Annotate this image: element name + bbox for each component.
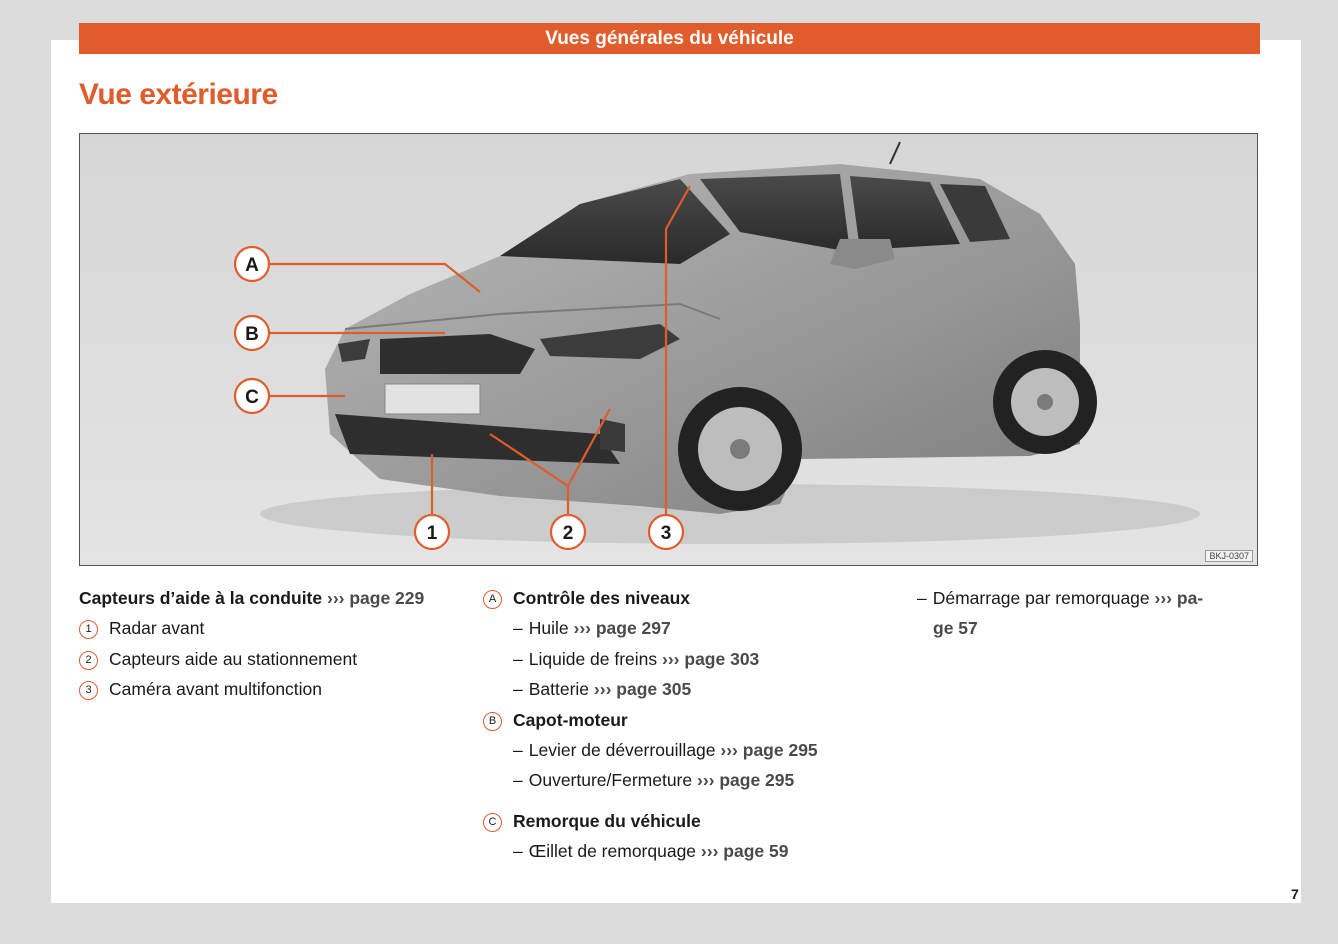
group-heading bbox=[483, 583, 883, 613]
page-ref-link[interactable]: ››› page 295 bbox=[697, 770, 795, 791]
dash: – bbox=[513, 841, 523, 862]
components-column bbox=[483, 583, 883, 867]
list-item-label: Liquide de freins bbox=[528, 648, 658, 669]
callout-c: C bbox=[245, 387, 259, 408]
page-ref-link[interactable]: ››› page 305 bbox=[593, 679, 692, 700]
list-item bbox=[483, 644, 883, 674]
dash: – bbox=[513, 618, 523, 639]
callout-3: 3 bbox=[660, 523, 672, 544]
letter-badge: B bbox=[483, 712, 502, 731]
list-item bbox=[79, 644, 459, 674]
list-item bbox=[483, 765, 883, 795]
list-item-label: Démarrage par remorquage bbox=[932, 588, 1150, 608]
group-heading bbox=[483, 705, 883, 735]
callout-1: 1 bbox=[426, 523, 438, 544]
list-item bbox=[79, 613, 459, 643]
list-item-label: Ouverture/Fermeture bbox=[528, 770, 693, 791]
group-title: Capot-moteur bbox=[513, 709, 628, 730]
towing-column bbox=[917, 583, 1237, 644]
letter-badge: A bbox=[483, 590, 502, 609]
sensors-heading-ref[interactable]: ››› page 229 bbox=[327, 588, 425, 608]
figure-code: BKJ-0307 bbox=[1205, 550, 1253, 562]
list-item bbox=[483, 735, 883, 765]
page-ref-link[interactable]: ››› pa- bbox=[1154, 588, 1204, 608]
callout-2: 2 bbox=[562, 523, 574, 544]
section-header: Vues générales du véhicule bbox=[79, 23, 1260, 54]
page-ref-link[interactable]: ge 57 bbox=[933, 618, 978, 639]
page-title: Vue extérieure bbox=[79, 78, 278, 111]
letter-badge: C bbox=[483, 813, 502, 832]
page-ref-link[interactable]: ››› page 59 bbox=[700, 841, 789, 862]
list-item-label: Levier de déverrouillage bbox=[528, 740, 716, 761]
list-item-label: Radar avant bbox=[109, 618, 205, 639]
list-item-label: Batterie bbox=[528, 679, 590, 700]
list-item-continuation bbox=[917, 613, 1237, 643]
dash: – bbox=[513, 740, 523, 761]
list-item bbox=[483, 613, 883, 643]
callout-a: A bbox=[245, 255, 259, 276]
list-item-label: Capteurs aide au stationnement bbox=[109, 648, 358, 669]
number-badge: 2 bbox=[79, 651, 98, 670]
page-ref-link[interactable]: ››› page 297 bbox=[573, 618, 671, 639]
list-item bbox=[483, 674, 883, 704]
number-badge: 1 bbox=[79, 620, 98, 639]
callout-b: B bbox=[245, 324, 259, 345]
page-ref-link[interactable]: ››› page 303 bbox=[662, 648, 760, 669]
page-ref-link[interactable]: ››› page 295 bbox=[720, 740, 818, 761]
page-number: 7 bbox=[1291, 886, 1299, 902]
sensors-column bbox=[79, 583, 459, 705]
group-heading bbox=[483, 806, 883, 836]
dash: – bbox=[513, 770, 523, 791]
dash: – bbox=[513, 648, 523, 669]
sensors-heading bbox=[79, 583, 459, 613]
dash: – bbox=[917, 588, 927, 608]
list-item-label: Caméra avant multifonction bbox=[109, 679, 323, 700]
dash: – bbox=[513, 679, 523, 700]
vehicle-exterior-figure bbox=[79, 133, 1258, 566]
list-item bbox=[483, 836, 883, 866]
group-title: Remorque du véhicule bbox=[513, 810, 701, 831]
number-badge: 3 bbox=[79, 681, 98, 700]
group-title: Contrôle des niveaux bbox=[513, 588, 690, 608]
car-illustration bbox=[80, 134, 1258, 566]
spacer bbox=[483, 796, 883, 806]
list-item bbox=[917, 583, 1237, 613]
sensors-heading-label: Capteurs d’aide à la conduite bbox=[79, 588, 323, 608]
list-item-label: Œillet de remorquage bbox=[528, 841, 697, 862]
list-item-label: Huile bbox=[528, 618, 569, 639]
list-item bbox=[79, 674, 459, 704]
